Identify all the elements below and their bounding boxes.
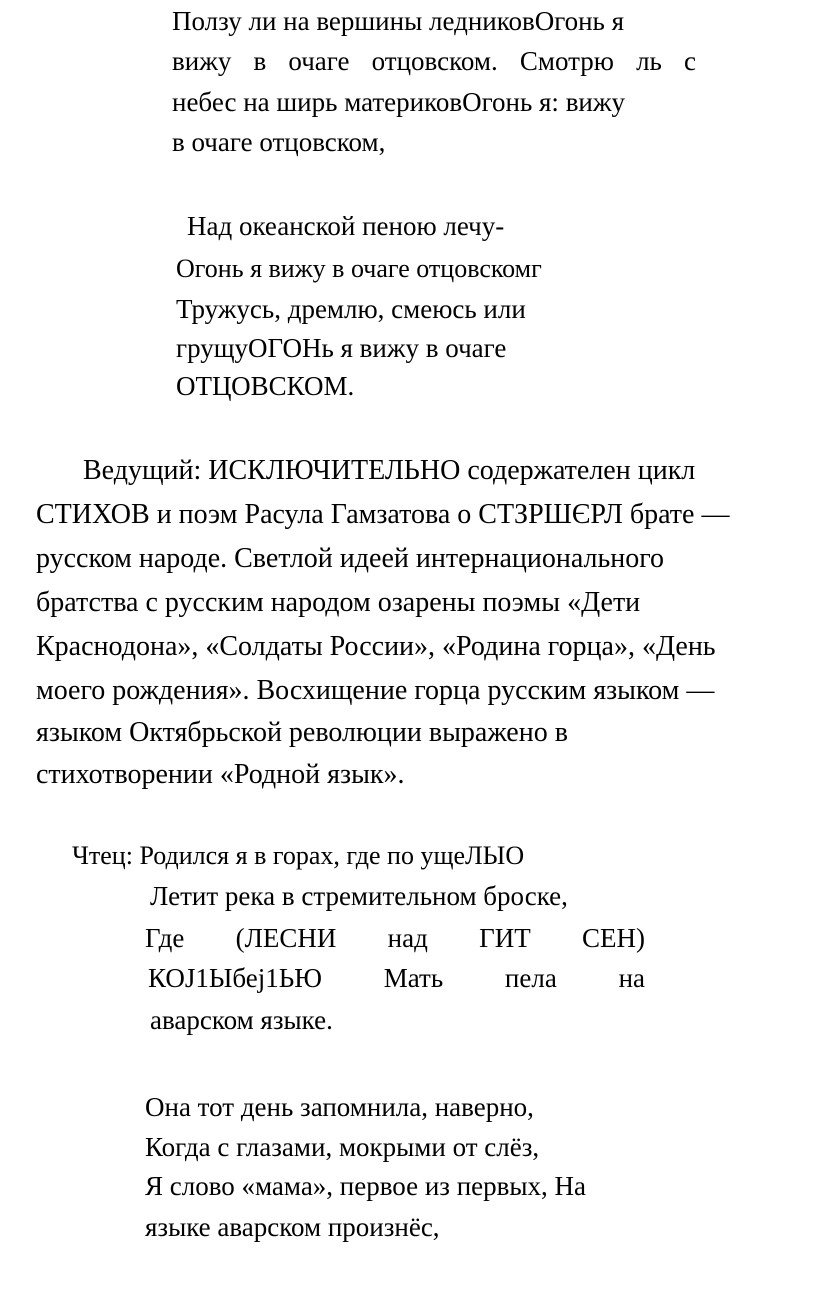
text-line: русском народе. Светлой идеей интернационального	[36, 543, 665, 574]
text-line: Ползу ли на вершины ледниковОгонь я	[172, 6, 625, 36]
text-line: аварском языке.	[150, 1005, 333, 1035]
word: вижу	[172, 46, 232, 76]
text-line: братства с русским народом озарены поэмы «Дети	[36, 587, 641, 618]
word: очаге	[288, 46, 350, 76]
text-line-justified	[145, 925, 645, 952]
text-line: Я слово «мама», первое из первых, На	[145, 1171, 587, 1201]
text-line: Она тот день запомнила, наверно,	[145, 1092, 534, 1122]
text-line: стихотворении «Родной язык».	[36, 759, 405, 790]
text-line: Летит река в стремительном броске,	[150, 881, 568, 911]
word: с	[684, 46, 696, 76]
word: Где	[145, 923, 185, 953]
text-line: Чтец: Родился я в горах, где по ущеЛЫО	[72, 841, 525, 870]
text-line-justified	[148, 965, 645, 992]
text-line: Огонь я вижу в очаге отцовскомг	[176, 254, 542, 283]
word: Смотрю	[519, 46, 614, 76]
word: КОJ1Ыбеj1ЬЮ	[148, 963, 323, 993]
text-line: СТИХОВ и поэм Расула Гамзатова о СТЗРШЄРЛ брате —	[36, 499, 730, 530]
word: (ЛЕСНИ	[235, 923, 337, 953]
word: ль	[636, 46, 662, 76]
text-line: Ведущий: ИСКЛЮЧИТЕЛЬНО содержателен цикл	[83, 455, 696, 486]
text-line: ОТЦОВСКОМ.	[176, 371, 355, 401]
text-line: моего рождения». Восхищение горца русским языком —	[36, 675, 715, 706]
text-line: Когда с глазами, мокрыми от слёз,	[145, 1132, 540, 1162]
text-line: Тружусь, дремлю, смеюсь или	[176, 294, 526, 324]
text-line: в очаге отцовском,	[172, 127, 386, 157]
text-line: Над океанской пеною лечу-	[187, 211, 505, 241]
word: пела	[504, 963, 557, 993]
word: над	[387, 923, 428, 953]
text-line: языком Октябрьской революции выражено в	[36, 717, 568, 748]
word: Мать	[383, 963, 444, 993]
text-line: небес на ширь материковОгонь я: вижу	[172, 87, 626, 117]
word: на	[618, 963, 645, 993]
word: ГИТ	[479, 923, 531, 953]
word: СЕН)	[581, 923, 645, 953]
text-line-justified	[172, 48, 696, 75]
word: отцовском.	[371, 46, 498, 76]
text-line: грущуОГОНь я вижу в очаге	[176, 333, 507, 363]
word: в	[253, 46, 267, 76]
text-line: языке аварском произнёс,	[145, 1212, 440, 1242]
text-line: Краснодона», «Солдаты России», «Родина горца», «День	[36, 631, 716, 662]
